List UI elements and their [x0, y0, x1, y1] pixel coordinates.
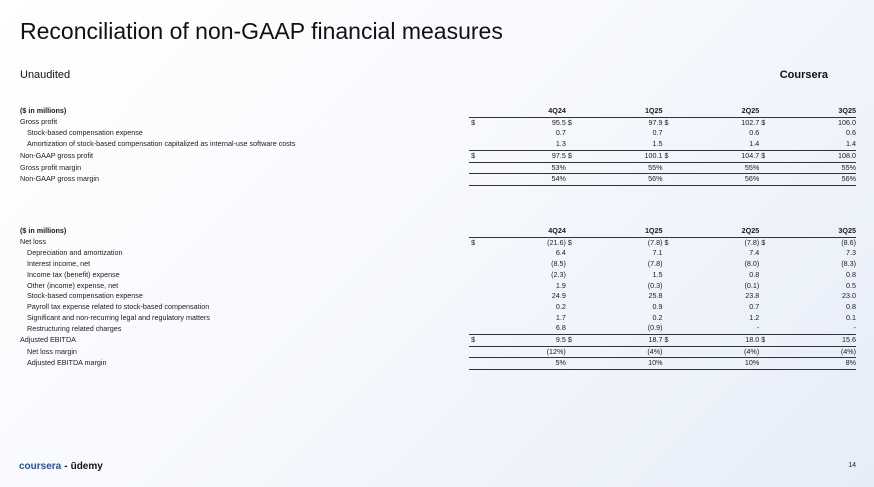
row-gross-profit [20, 117, 856, 128]
row-non-gaap-gross-profit [20, 150, 856, 162]
row-adjusted-ebitda-margin [20, 358, 856, 370]
row-label: Stock-based compensation expense [27, 128, 143, 138]
row-interest-income [20, 259, 856, 270]
cell-value: 0.8 [749, 269, 760, 279]
cell-value: 53% [488, 162, 565, 174]
cell-value: 0.1 [846, 312, 856, 322]
cell-value: 15.6 [779, 335, 856, 347]
row-label: Stock-based compensation expense [27, 291, 143, 301]
udemy-logo: ūdemy [70, 461, 103, 472]
adjusted-ebitda-reconciliation-table [20, 226, 856, 370]
row-label: Net loss [20, 237, 46, 247]
cell-value: (7.8) [647, 237, 663, 247]
cell-value: 1.9 [555, 280, 566, 290]
cell-value: 97.9 [648, 117, 663, 127]
col-header-4q24: 4Q24 [469, 106, 566, 117]
table-header-row [20, 226, 856, 237]
table-header-row [20, 106, 856, 117]
cell-value: 56% [585, 174, 662, 186]
cell-value: - [779, 323, 856, 334]
gross-profit-reconciliation-table [20, 106, 856, 186]
cell-value: (12%) [488, 346, 565, 358]
dollar-sign: $ [566, 335, 585, 347]
col-header-2q25: 2Q25 [663, 226, 760, 237]
row-payroll-tax-sbc [20, 302, 856, 313]
row-gross-profit-margin [20, 162, 856, 174]
cell-value: 55% [682, 162, 759, 174]
row-stock-based-compensation [20, 128, 856, 139]
cell-value: (4%) [585, 346, 662, 358]
dollar-sign: $ [761, 237, 766, 247]
row-non-gaap-gross-margin [20, 174, 856, 186]
dollar-sign: $ [469, 150, 488, 162]
dollar-sign: $ [471, 237, 476, 247]
cell-value: 25.8 [648, 291, 663, 301]
row-net-loss [20, 237, 856, 248]
cell-value: 100.1 [585, 150, 662, 162]
row-label: Restructuring related charges [27, 323, 122, 333]
cell-value: 23.8 [745, 291, 760, 301]
row-depreciation-amortization [20, 248, 856, 259]
cell-value: (0.9) [585, 323, 662, 334]
cell-value: 0.5 [846, 280, 856, 290]
units-label: ($ in millions) [20, 226, 67, 236]
cell-value: 7.3 [846, 248, 856, 258]
cell-value: 18.7 [585, 335, 662, 347]
row-label: Adjusted EBITDA [20, 335, 76, 345]
cell-value: 7.1 [652, 248, 663, 258]
logo-separator: - [64, 461, 68, 472]
dollar-sign: $ [759, 335, 778, 347]
row-amortization-sbc [20, 139, 856, 150]
cell-value: 56% [682, 174, 759, 186]
row-label: Gross profit [20, 117, 58, 127]
dollar-sign: $ [664, 237, 669, 247]
cell-value: 104.7 [682, 150, 759, 162]
cell-value: (0.3) [647, 280, 663, 290]
cell-value: 0.9 [652, 301, 663, 311]
cell-value: (7.8) [744, 237, 760, 247]
cell-value: 5% [488, 358, 565, 370]
cell-value: (7.8) [647, 259, 663, 269]
cell-value: (8.3) [841, 259, 856, 269]
cell-value: 97.5 [488, 150, 565, 162]
row-label: Income tax (benefit) expense [27, 269, 120, 279]
cell-value: 0.2 [652, 312, 663, 322]
cell-value: (8.6) [841, 237, 856, 247]
cell-value: - [682, 323, 759, 334]
cell-value: 0.7 [652, 128, 663, 138]
page-number: 14 [848, 462, 856, 469]
cell-value: 1.4 [779, 139, 856, 150]
cell-value: (2.3) [551, 269, 566, 279]
cell-value: 23.0 [842, 291, 856, 301]
row-label: Amortization of stock-based compensation capitalized as internal-use software costs [27, 139, 296, 149]
row-net-loss-margin [20, 346, 856, 358]
cell-value: (0.1) [744, 280, 760, 290]
cell-value: (8.0) [744, 259, 760, 269]
col-header-4q24: 4Q24 [469, 226, 566, 237]
row-label: Non-GAAP gross profit [20, 150, 93, 160]
cell-value: 0.8 [846, 301, 856, 311]
col-header-3q25: 3Q25 [759, 226, 856, 237]
row-label: Adjusted EBITDA margin [27, 358, 107, 368]
dollar-sign: $ [469, 335, 488, 347]
cell-value: 106.0 [838, 117, 856, 127]
cell-value: 55% [779, 162, 856, 174]
col-header-3q25: 3Q25 [759, 106, 856, 117]
cell-value: 10% [585, 358, 662, 370]
cell-value: (8.5) [551, 259, 566, 269]
cell-value: 1.3 [488, 139, 565, 150]
cell-value: 18.0 [682, 335, 759, 347]
dollar-sign: $ [567, 237, 572, 247]
dollar-sign: $ [471, 117, 476, 127]
footer-logo [19, 461, 103, 472]
row-label: Significant and non-recurring legal and regulatory matters [27, 312, 210, 322]
cell-value: 1.4 [682, 139, 759, 150]
slide-title: Reconciliation of non-GAAP financial measures [20, 18, 503, 44]
cell-value: 1.7 [555, 312, 566, 322]
row-label: Payroll tax expense related to stock-based compensation [27, 301, 210, 311]
row-label: Non-GAAP gross margin [20, 174, 99, 184]
cell-value: 0.7 [749, 301, 760, 311]
cell-value: 10% [682, 358, 759, 370]
row-label: Other (income) expense, net [27, 280, 119, 290]
row-label: Depreciation and amortization [27, 248, 123, 258]
cell-value: 1.2 [749, 312, 760, 322]
dollar-sign: $ [566, 150, 585, 162]
cell-value: 1.5 [585, 139, 662, 150]
dollar-sign: $ [664, 117, 669, 127]
cell-value: 24.9 [551, 291, 566, 301]
cell-value: 102.7 [741, 117, 760, 127]
units-label: ($ in millions) [20, 106, 67, 116]
dollar-sign: $ [567, 117, 572, 127]
dollar-sign: $ [761, 117, 766, 127]
cell-value: 0.6 [846, 128, 856, 138]
cell-value: 56% [779, 174, 856, 186]
row-label: Interest income, net [27, 259, 91, 269]
cell-value: 0.7 [555, 128, 566, 138]
cell-value: 6.4 [555, 248, 566, 258]
cell-value: 0.2 [555, 301, 566, 311]
row-restructuring-charges [20, 323, 856, 334]
cell-value: 6.8 [488, 323, 565, 334]
cell-value: 9.5 [488, 335, 565, 347]
cell-value: 8% [779, 358, 856, 370]
col-header-1q25: 1Q25 [566, 106, 663, 117]
cell-value: 7.4 [749, 248, 760, 258]
row-adjusted-ebitda [20, 335, 856, 347]
cell-value: 1.5 [652, 269, 663, 279]
row-label: Gross profit margin [20, 162, 82, 172]
coursera-logo: coursera [19, 461, 62, 472]
cell-value: (4%) [779, 346, 856, 358]
row-legal-regulatory [20, 313, 856, 324]
dollar-sign: $ [663, 335, 682, 347]
row-label: Net loss margin [27, 346, 77, 356]
cell-value: 108.0 [779, 150, 856, 162]
unaudited-label: Unaudited [20, 69, 71, 81]
cell-value: 0.6 [749, 128, 760, 138]
dollar-sign: $ [759, 150, 778, 162]
brand-label: Coursera [779, 69, 828, 81]
row-stock-based-compensation [20, 291, 856, 302]
cell-value: 0.8 [846, 269, 856, 279]
col-header-1q25: 1Q25 [566, 226, 663, 237]
cell-value: 95.5 [551, 117, 566, 127]
dollar-sign: $ [663, 150, 682, 162]
cell-value: 55% [585, 162, 662, 174]
cell-value: (4%) [682, 346, 759, 358]
row-other-income-expense [20, 281, 856, 292]
cell-value: 54% [488, 174, 565, 186]
cell-value: (21.6) [547, 237, 566, 247]
col-header-2q25: 2Q25 [663, 106, 760, 117]
row-income-tax [20, 270, 856, 281]
